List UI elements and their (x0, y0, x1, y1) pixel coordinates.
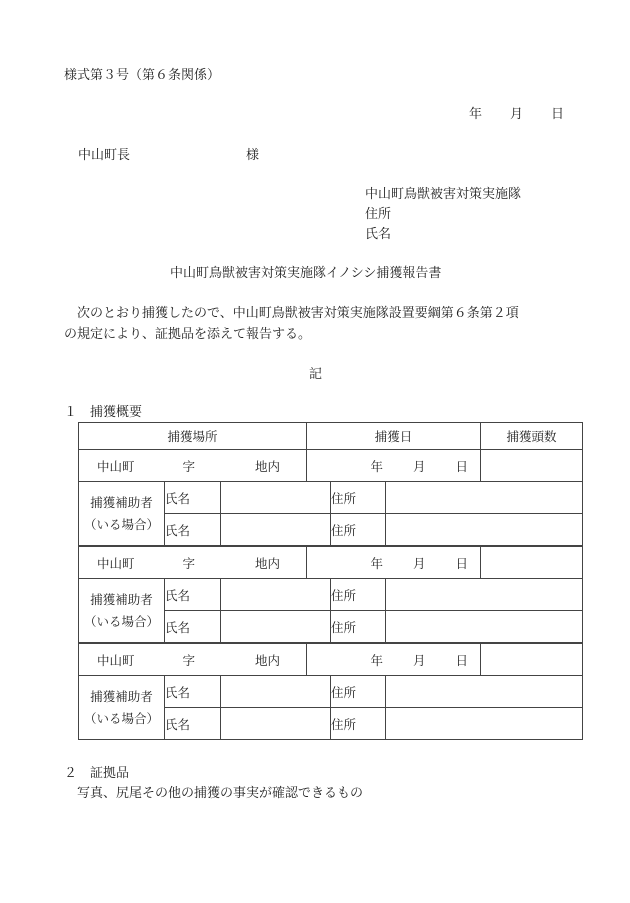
helper-name-input[interactable] (221, 579, 331, 611)
helper-name-label: 氏名 (165, 676, 221, 708)
place-cell[interactable]: 中山町 字 地内 (79, 643, 307, 676)
helper-address-input[interactable] (386, 676, 583, 708)
helper-name-label: 氏名 (165, 579, 221, 611)
place-cell[interactable]: 中山町 字 地内 (79, 450, 307, 482)
helper-address-label: 住所 (331, 676, 386, 708)
section2-heading: ２ 証拠品 (64, 766, 130, 781)
helper-address-input[interactable] (386, 708, 583, 740)
addressee-name: 中山町長 (78, 148, 131, 163)
body-line-1: 次のとおり捕獲したので、中山町鳥獣被害対策実施隊設置要綱第６条第２項 (64, 306, 519, 321)
helper-address-label: 住所 (331, 708, 386, 740)
count-cell[interactable] (481, 450, 583, 482)
date-year: 年 (469, 107, 483, 122)
helper-label: 捕獲補助者 （いる場合） (79, 482, 165, 547)
addressee-honorific: 様 (246, 148, 260, 163)
helper-label: 捕獲補助者 （いる場合） (79, 676, 165, 740)
ki-mark: 記 (309, 367, 323, 382)
capture-table (78, 422, 583, 740)
page-title: 中山町鳥獣被害対策実施隊イノシシ捕獲報告書 (170, 266, 442, 281)
helper-address-label: 住所 (331, 514, 386, 547)
helper-name-input[interactable] (221, 514, 331, 547)
date-day: 日 (551, 107, 565, 122)
helper-name-label: 氏名 (165, 482, 221, 514)
helper-address-label: 住所 (331, 579, 386, 611)
section1-heading: １ 捕獲概要 (64, 405, 143, 420)
helper-row (79, 579, 583, 611)
reporter-name-label: 氏名 (365, 227, 392, 242)
capture-row (79, 643, 583, 676)
place-cell[interactable]: 中山町 字 地内 (79, 546, 307, 579)
helper-name-input[interactable] (221, 482, 331, 514)
capture-row (79, 450, 583, 482)
date-line (469, 107, 564, 123)
date-cell[interactable]: 年 月 日 (307, 643, 481, 676)
helper-name-input[interactable] (221, 708, 331, 740)
helper-address-label: 住所 (331, 611, 386, 644)
section2-text: 写真、尻尾その他の捕獲の事実が確認できるもの (64, 786, 364, 801)
helper-address-label: 住所 (331, 482, 386, 514)
helper-row (79, 676, 583, 708)
header-count: 捕獲頭数 (481, 423, 583, 450)
helper-address-input[interactable] (386, 482, 583, 514)
helper-address-input[interactable] (386, 579, 583, 611)
date-cell[interactable]: 年 月 日 (307, 546, 481, 579)
helper-name-label: 氏名 (165, 708, 221, 740)
helper-name-input[interactable] (221, 611, 331, 644)
date-month: 月 (510, 107, 524, 122)
helper-address-input[interactable] (386, 514, 583, 547)
capture-row (79, 546, 583, 579)
header-date: 捕獲日 (307, 423, 481, 450)
reporter-address-label: 住所 (365, 207, 392, 222)
table-header-row (79, 423, 583, 450)
count-cell[interactable] (481, 643, 583, 676)
date-cell[interactable]: 年 月 日 (307, 450, 481, 482)
body-line-2: の規定により、証拠品を添えて報告する。 (64, 327, 312, 342)
count-cell[interactable] (481, 546, 583, 579)
form-number: 様式第３号（第６条関係） (64, 68, 221, 83)
helper-name-input[interactable] (221, 676, 331, 708)
header-place: 捕獲場所 (79, 423, 307, 450)
helper-name-label: 氏名 (165, 514, 221, 547)
helper-address-input[interactable] (386, 611, 583, 644)
helper-row (79, 482, 583, 514)
helper-name-label: 氏名 (165, 611, 221, 644)
helper-label: 捕獲補助者 （いる場合） (79, 579, 165, 644)
reporter-org: 中山町鳥獣被害対策実施隊 (365, 187, 522, 202)
